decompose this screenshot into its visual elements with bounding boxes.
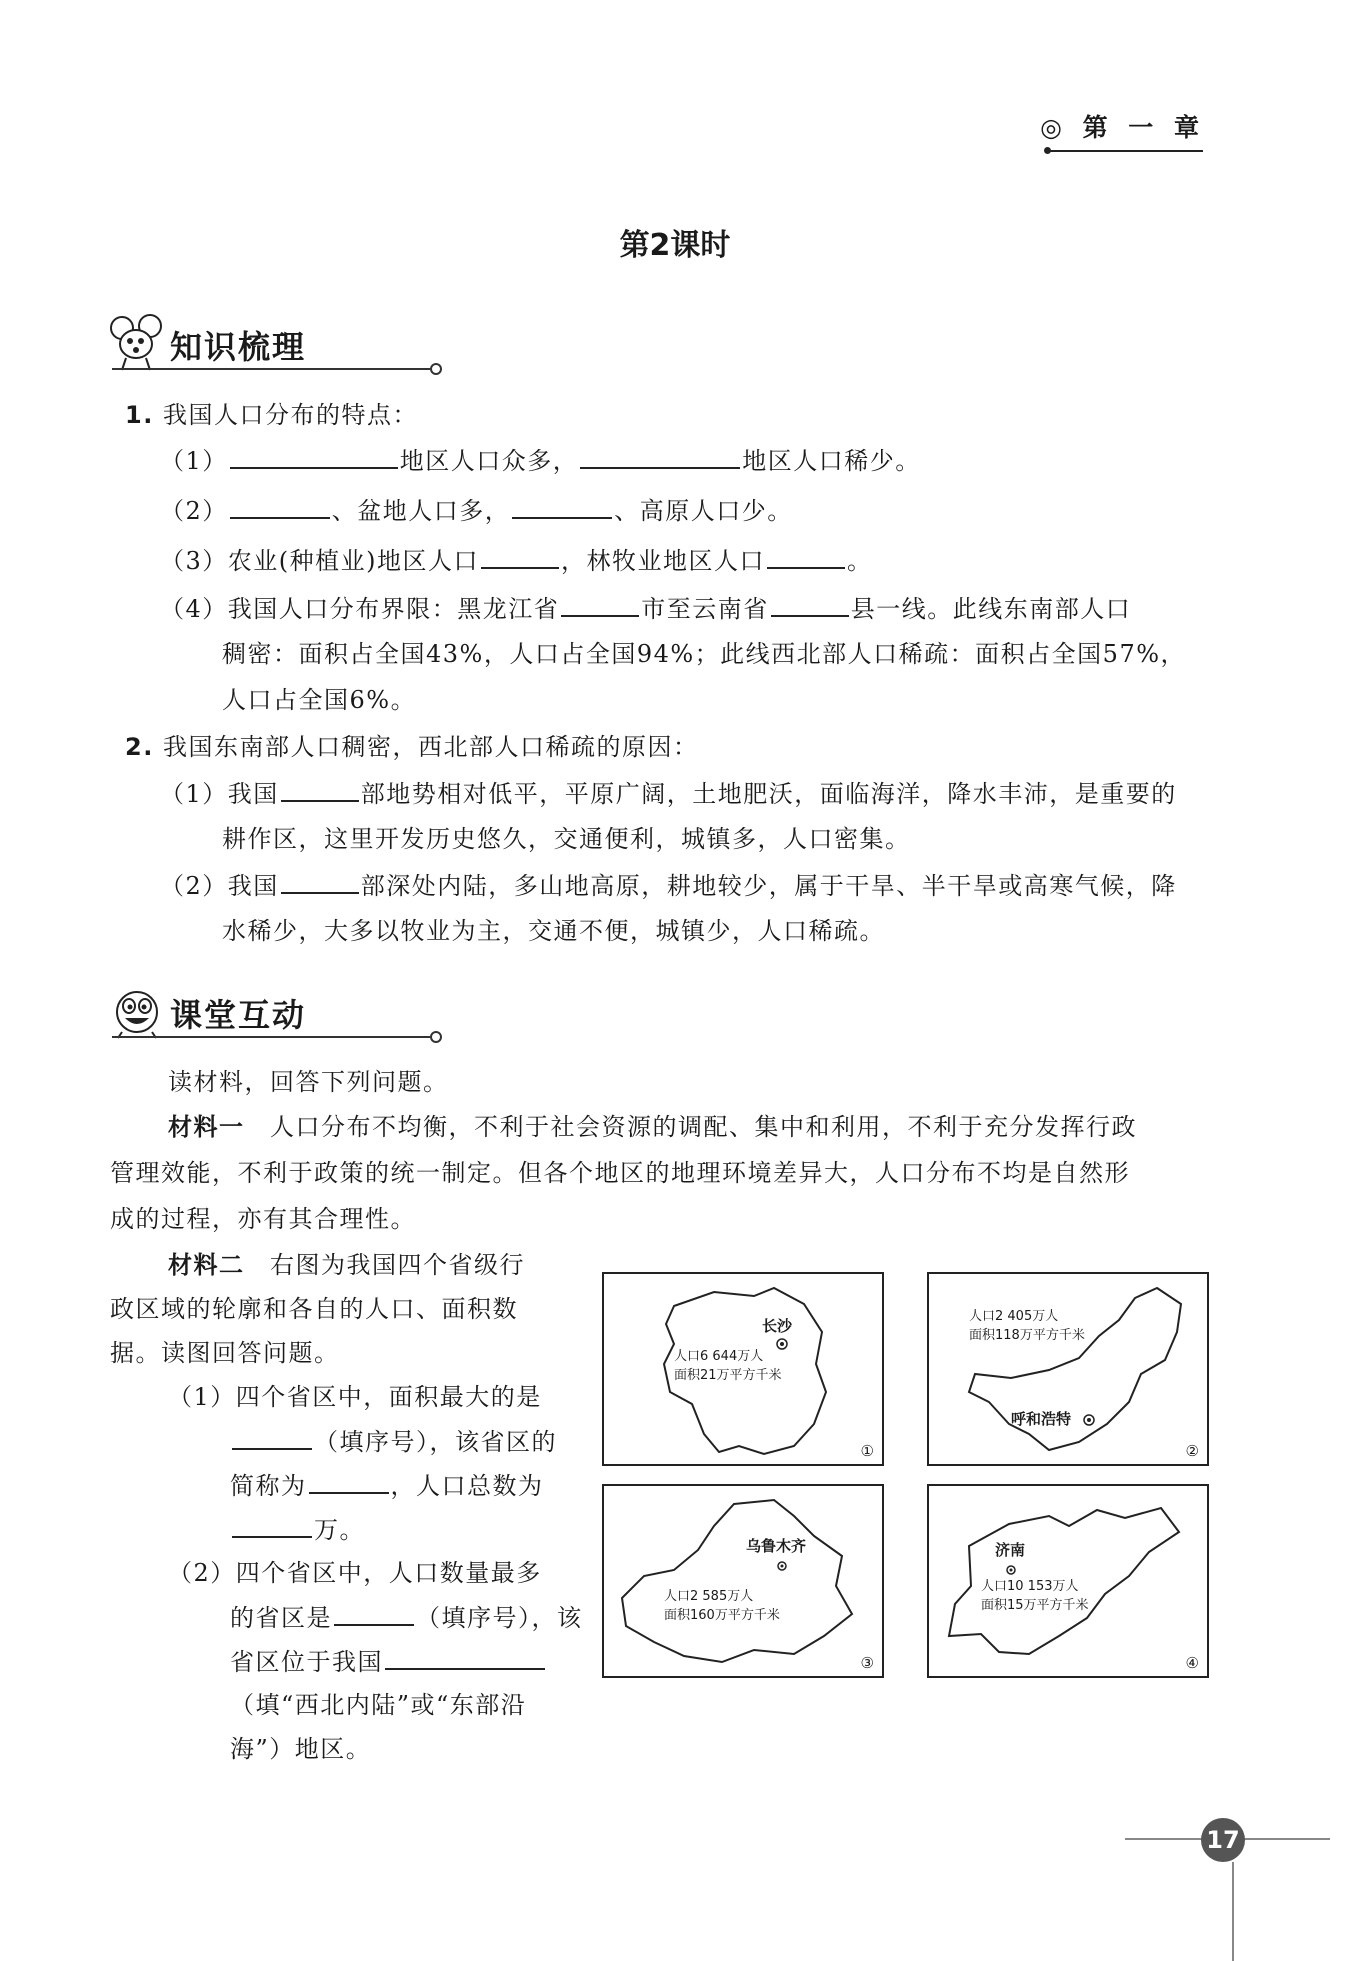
q2-s2-line2: 水稀少，大多以牧业为主，交通不便，城镇少，人口稀疏。 [222,917,885,945]
material-1-line3: 成的过程，亦有其合理性。 [110,1205,416,1233]
province-outline [604,1486,882,1676]
reading-q1-line1: （1）四个省区中，面积最大的是 [168,1383,542,1411]
blank[interactable] [385,1644,545,1670]
material-2-line1: 材料二 右图为我国四个省级行 [168,1251,525,1279]
map-area: 面积160万平方千米 [664,1608,780,1623]
q1-s1: （1） 地区人口众多， 地区人口稀少。 [160,443,921,478]
blank[interactable] [281,776,359,802]
map-population: 人口2 585万人 [664,1589,754,1604]
reading-q2-line1: （2）四个省区中，人口数量最多 [168,1559,542,1587]
map-province-1 [602,1272,884,1466]
map-index: ② [1185,1442,1199,1460]
blank[interactable] [767,543,845,569]
map-city: 长沙 [762,1317,793,1335]
chapter-rule [1048,150,1203,152]
map-population: 人口6 644万人 [674,1349,764,1364]
q2-s1-line2: 耕作区，这里开发历史悠久，交通便利，城镇多，人口密集。 [222,825,911,853]
map-index: ① [860,1442,874,1460]
map-city: 呼和浩特 [1011,1410,1072,1428]
material-1-line2: 管理效能，不利于政策的统一制定。但各个地区的地理环境差异大，人口分布不均是自然形 [110,1159,1130,1187]
blank[interactable] [771,591,849,617]
map-population: 人口2 405万人 [969,1309,1059,1324]
blank[interactable] [481,543,559,569]
blank[interactable] [309,1468,389,1494]
map-area: 面积118万平方千米 [969,1328,1085,1343]
q2-s1: （1）我国 部地势相对低平，平原广阔，土地肥沃，面临海洋，降水丰沛，是重要的 [160,776,1177,811]
map-province-3 [602,1484,884,1678]
q1-stem: 1. 我国人口分布的特点： [125,401,418,429]
reading-q1-line3: 简称为 ，人口总数为 [230,1468,544,1503]
blank[interactable] [230,443,398,469]
map-area: 面积21万平方千米 [674,1368,782,1383]
reading-q2-line5: 海”）地区。 [230,1735,372,1763]
chapter-header: ◎ 第 一 章 [1040,113,1205,142]
page-number: 17 [1201,1818,1245,1862]
q2-s2: （2）我国 部深处内陆，多山地高原，耕地较少，属于干旱、半干旱或高寒气候，降 [160,868,1177,903]
page-number-rule-vertical [1232,1862,1234,1961]
material-2-line2: 政区域的轮廓和各自的人口、面积数 [110,1295,518,1323]
section-rule [112,1036,430,1038]
reading-q1-line4: 万。 [230,1512,365,1547]
material-2-line3: 据。读图回答问题。 [110,1339,340,1367]
mouse-mascot-icon [108,314,166,372]
blank[interactable] [512,493,612,519]
material-1-line1: 材料一 人口分布不均衡，不利于社会资源的调配、集中和利用，不利于充分发挥行政 [168,1113,1137,1141]
reading-intro: 读材料，回答下列问题。 [168,1068,449,1096]
reading-q2-line2: 的省区是 （填序号），该 [230,1600,583,1635]
blank[interactable] [232,1512,312,1538]
blank[interactable] [230,493,330,519]
blank[interactable] [561,591,639,617]
section-rule-ring [430,1031,442,1043]
q1-s3: （3）农业(种植业)地区人口 ，林牧业地区人口 。 [160,543,873,578]
blank[interactable] [334,1600,414,1626]
province-outline [929,1274,1207,1464]
q1-s4-line3: 人口占全国6%。 [222,686,417,714]
q1-s2: （2） 、盆地人口多， 、高原人口少。 [160,493,793,528]
map-city: 乌鲁木齐 [746,1537,807,1555]
map-area: 面积15万平方千米 [981,1598,1089,1613]
blank[interactable] [580,443,740,469]
smiley-mascot-icon [108,982,166,1040]
map-city: 济南 [995,1541,1026,1559]
section-rule [112,368,430,370]
map-province-4 [927,1484,1209,1678]
map-population: 人口10 153万人 [981,1579,1079,1594]
lesson-title: 第2课时 [619,228,731,263]
map-index: ③ [860,1654,874,1672]
map-province-2 [927,1272,1209,1466]
q1-s4-line2: 稠密：面积占全国43%，人口占全国94%；此线西北部人口稀疏：面积占全国57%， [222,640,1187,668]
reading-q2-line3: 省区位于我国 [230,1644,547,1679]
blank[interactable] [281,868,359,894]
blank[interactable] [232,1424,312,1450]
section-rule-ring [430,363,442,375]
section-title: 课堂互动 [170,996,307,1034]
q2-stem: 2. 我国东南部人口稠密，西北部人口稀疏的原因： [125,733,699,761]
q1-s4: （4）我国人口分布界限：黑龙江省 市至云南省 县一线。此线东南部人口 [160,591,1131,626]
reading-q2-line4: （填“西北内陆”或“东部沿 [230,1691,527,1719]
reading-q1-line2: （填序号），该省区的 [230,1424,557,1459]
map-index: ④ [1185,1654,1199,1672]
section-title: 知识梳理 [170,328,307,366]
